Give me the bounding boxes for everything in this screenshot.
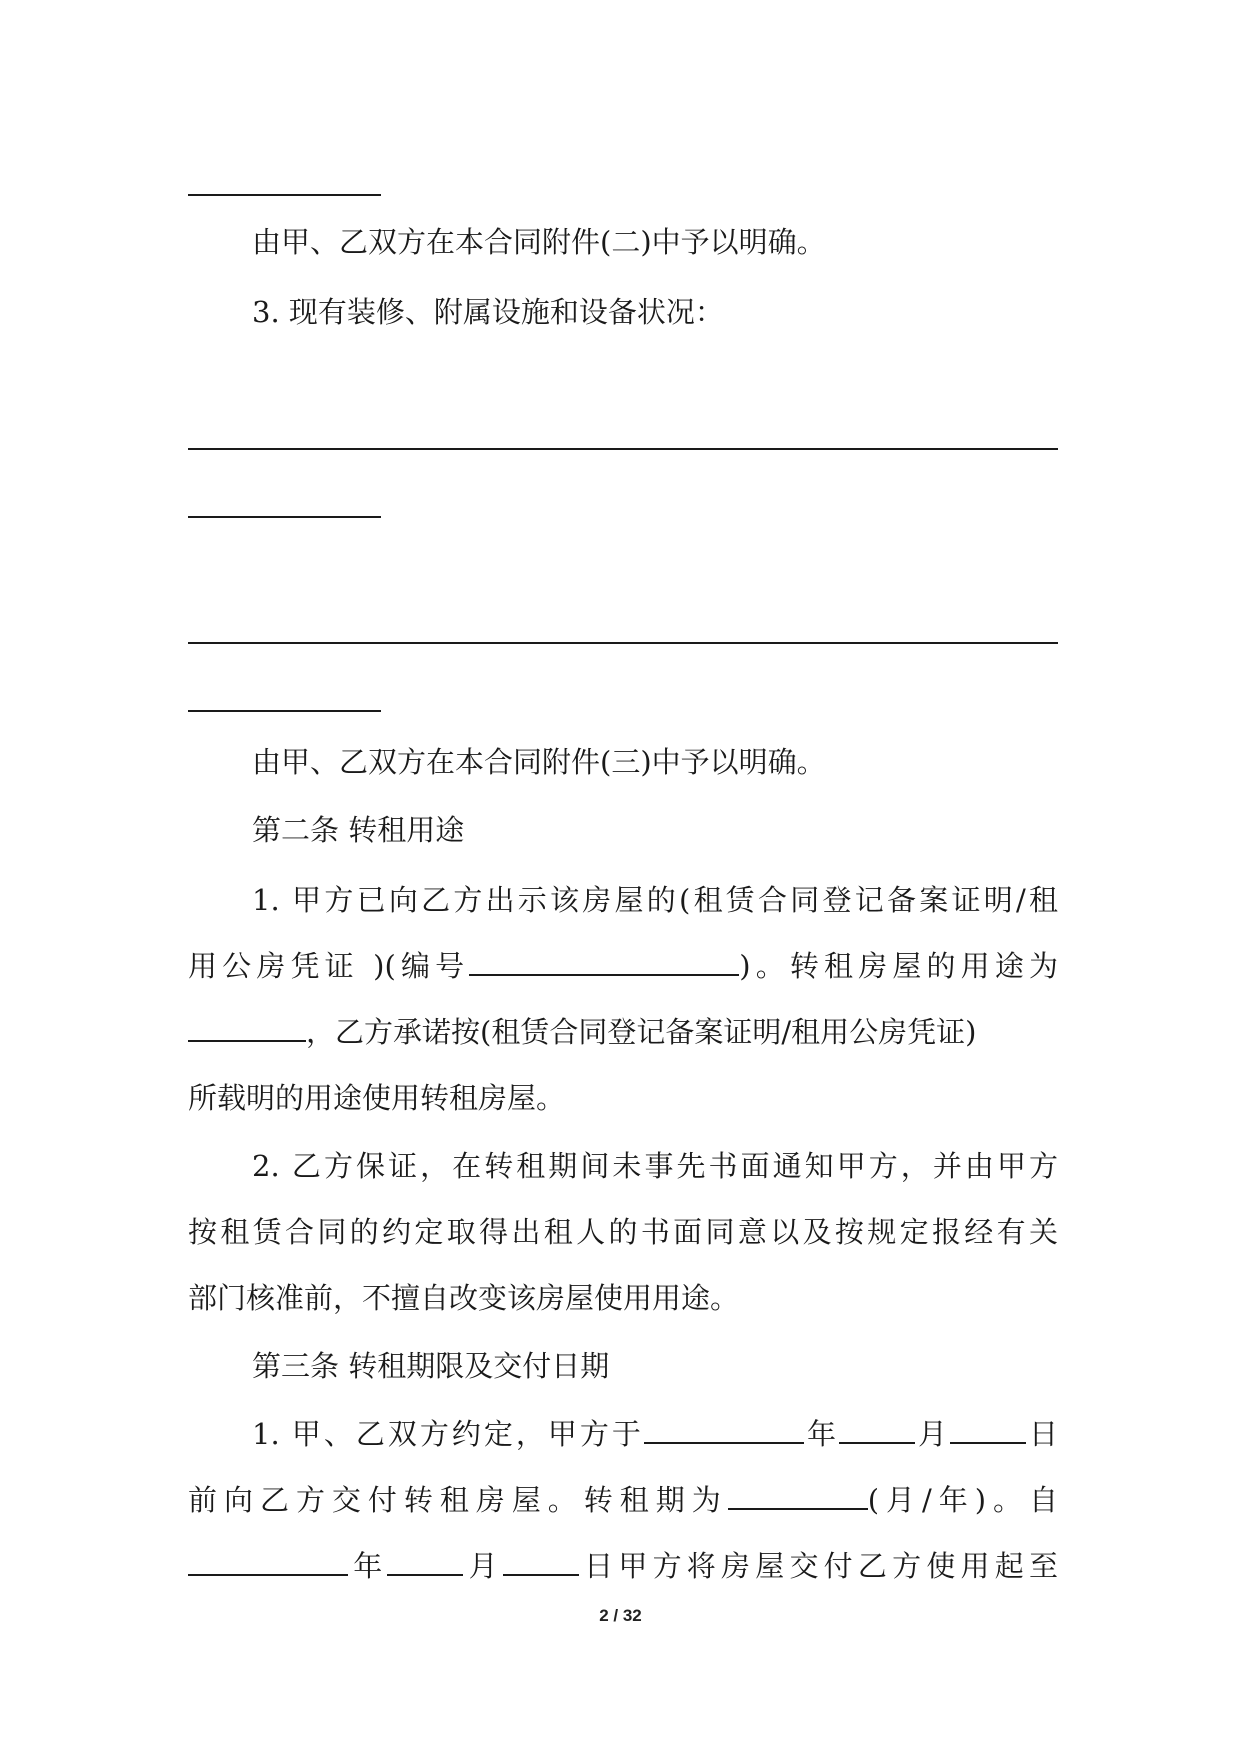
fill-blank: [644, 1414, 804, 1444]
fill-blank: [469, 946, 739, 976]
fill-line: [188, 448, 1058, 450]
article-2-clause-1-line-1: 1. 甲方已向乙方出示该房屋的(租赁合同登记备案证明/租: [252, 883, 1058, 917]
article-2-clause-1-line-3: [188, 1012, 1058, 1052]
article-2-heading: 第二条 转租用途: [252, 813, 465, 847]
paragraph-attachment-3: 由甲、乙双方在本合同附件(三)中予以明确。: [252, 745, 826, 779]
fill-blank: [503, 1546, 579, 1576]
text-segment: 年: [348, 1549, 388, 1583]
fill-line: [188, 516, 381, 518]
article-2-clause-2-line-1: 2. 乙方保证，在转租期间未事先书面通知甲方，并由甲方: [252, 1149, 1058, 1183]
text-segment: 月: [914, 1417, 950, 1451]
paragraph-item-3: 3. 现有装修、附属设施和设备状况：: [252, 295, 724, 329]
article-3-clause-1-line-3: [188, 1546, 1058, 1586]
article-2-clause-1-line-2: [188, 946, 1058, 986]
text-segment: )。转租房屋的用途为: [739, 949, 1058, 983]
text-segment: 前向乙方交付转租房屋。转租期为: [188, 1483, 728, 1517]
fill-line: [188, 710, 381, 712]
article-2-clause-2-line-3: 部门核准前，不擅自改变该房屋使用用途。: [188, 1281, 740, 1315]
article-3-clause-1-line-2: [188, 1480, 1058, 1520]
fill-blank: [188, 1546, 348, 1576]
fill-line: [188, 642, 1058, 644]
text-segment: (月/年)。自: [867, 1483, 1058, 1517]
fill-blank: [728, 1480, 868, 1510]
text-segment: 日甲方将房屋交付乙方使用起至: [578, 1549, 1058, 1583]
fill-blank: [839, 1414, 915, 1444]
text-segment: ，乙方承诺按(租赁合同登记备案证明/租用公房凭证): [306, 1015, 977, 1049]
fill-blank: [950, 1414, 1026, 1444]
text-segment: 年: [803, 1417, 839, 1451]
article-2-clause-1-line-4: 所载明的用途使用转租房屋。: [188, 1081, 566, 1115]
text-segment: 月: [463, 1549, 503, 1583]
fill-blank: [188, 1012, 306, 1042]
fill-line: [188, 194, 381, 196]
article-3-clause-1-line-1: [252, 1414, 1058, 1454]
fill-blank: [387, 1546, 463, 1576]
text-segment: 1. 甲、乙双方约定，甲方于: [252, 1417, 644, 1451]
article-3-heading: 第三条 转租期限及交付日期: [252, 1349, 610, 1383]
text-segment: 日: [1025, 1417, 1058, 1451]
text-segment: 用公房凭证 )(编号: [188, 949, 470, 983]
paragraph-attachment-2: 由甲、乙双方在本合同附件(二)中予以明确。: [252, 225, 826, 259]
page-number: 2 / 32: [599, 1606, 642, 1625]
article-2-clause-2-line-2: 按租赁合同的约定取得出租人的书面同意以及按规定报经有关: [188, 1215, 1058, 1249]
